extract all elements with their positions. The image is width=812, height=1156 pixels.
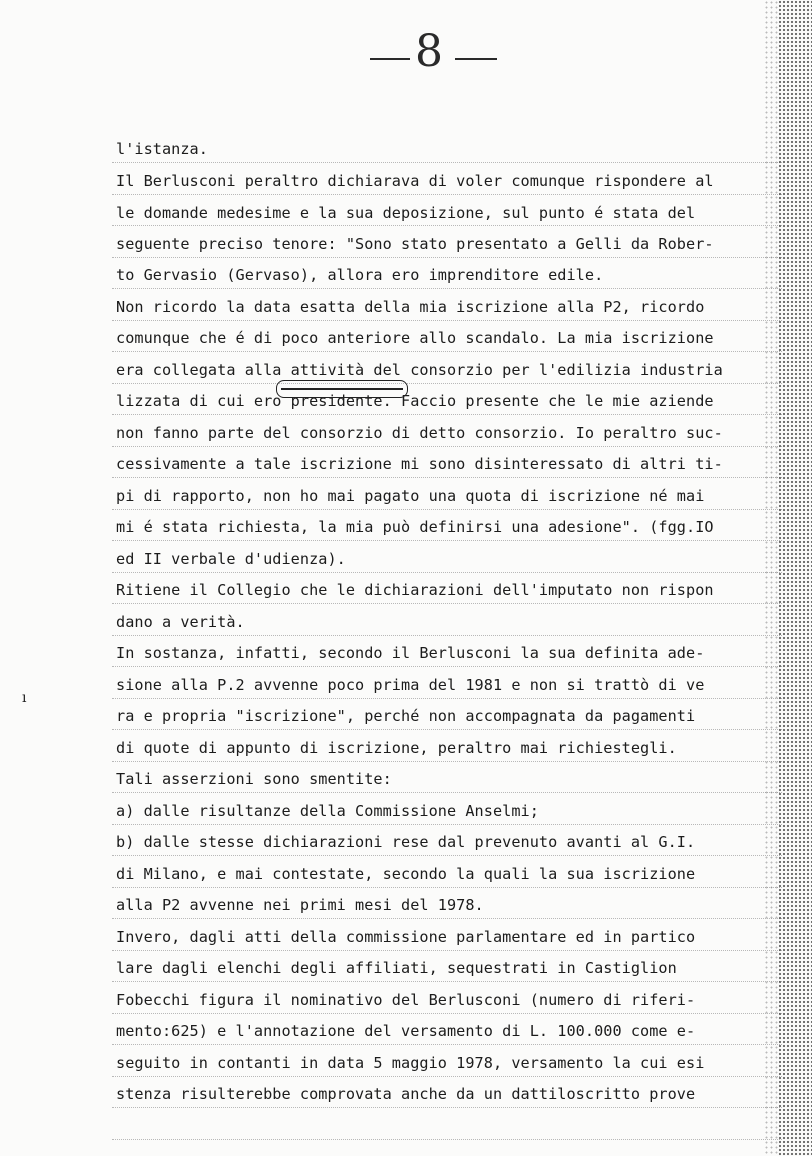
ruled-line: [112, 1139, 782, 1140]
ruled-line: [112, 257, 782, 258]
scan-edge-border: [778, 0, 812, 1156]
text-line: ed II verbale d'udienza).: [116, 550, 346, 568]
text-line: stenza risulterebbe comprovata anche da un dattiloscritto prove: [116, 1085, 696, 1103]
ruled-line: [112, 950, 782, 951]
ruled-line: [112, 603, 782, 604]
page-number-dash-left: [370, 58, 410, 60]
text-line: a) dalle risultanze della Commissione Anselmi;: [116, 802, 539, 820]
text-line: non fanno parte del consorzio di detto consorzio. Io peraltro suc-: [116, 424, 723, 442]
ruled-line: [112, 666, 782, 667]
ruled-line: [112, 824, 782, 825]
ruled-line: [112, 194, 782, 195]
text-line: pi di rapporto, non ho mai pagato una quota di iscrizione né mai: [116, 487, 705, 505]
ruled-line: [112, 414, 782, 415]
ruled-line: [112, 446, 782, 447]
text-line: Non ricordo la data esatta della mia iscrizione alla P2, ricordo: [116, 298, 705, 316]
text-line: l'istanza.: [116, 140, 208, 158]
ruled-line: [112, 1044, 782, 1045]
ruled-line: [112, 1076, 782, 1077]
text-line: seguente preciso tenore: "Sono stato presentato a Gelli da Rober-: [116, 235, 714, 253]
ruled-line: [112, 761, 782, 762]
ruled-line: [112, 792, 782, 793]
text-line: di Milano, e mai contestate, secondo la quali la sua iscrizione: [116, 865, 696, 883]
ruled-line: [112, 981, 782, 982]
text-line: ra e propria "iscrizione", perché non accompagnata da pagamenti: [116, 707, 696, 725]
text-line: mi é stata richiesta, la mia può definirsi una adesione". (fgg.IO: [116, 518, 714, 536]
ruled-line: [112, 288, 782, 289]
margin-mark: ı: [22, 690, 27, 706]
ruled-line: [112, 1013, 782, 1014]
text-line: seguito in contanti in data 5 maggio 1978, versamento la cui esi: [116, 1054, 705, 1072]
text-line: In sostanza, infatti, secondo il Berlusconi la sua definita ade-: [116, 644, 705, 662]
text-line: comunque che é di poco anteriore allo scandalo. La mia iscrizione: [116, 329, 714, 347]
text-line: lizzata di cui ero presidente. Faccio presente che le mie aziende: [116, 392, 714, 410]
text-line: Tali asserzioni sono smentite:: [116, 770, 392, 788]
text-line: b) dalle stesse dichiarazioni rese dal prevenuto avanti al G.I.: [116, 833, 696, 851]
text-line: Il Berlusconi peraltro dichiarava di voler comunque rispondere al: [116, 172, 714, 190]
ruled-line: [112, 698, 782, 699]
ruled-line: [112, 635, 782, 636]
text-line: Invero, dagli atti della commissione parlamentare ed in partico: [116, 928, 696, 946]
text-line: alla P2 avvenne nei primi mesi del 1978.: [116, 896, 484, 914]
text-line: lare dagli elenchi degli affiliati, sequestrati in Castiglion: [116, 959, 677, 977]
ruled-line: [112, 918, 782, 919]
ruled-line: [112, 855, 782, 856]
text-line: cessivamente a tale iscrizione mi sono disinteressato di altri ti-: [116, 455, 723, 473]
text-line: dano a verità.: [116, 613, 245, 631]
ruled-line: [112, 383, 782, 384]
ruled-line: [112, 729, 782, 730]
text-line: sione alla P.2 avvenne poco prima del 1981 e non si trattò di ve: [116, 676, 705, 694]
ruled-line: [112, 225, 782, 226]
text-line: Ritiene il Collegio che le dichiarazioni dell'imputato non rispon: [116, 581, 714, 599]
text-line: era collegata alla attività del consorzio per l'edilizia industria: [116, 361, 723, 379]
page-number: 8: [415, 26, 445, 77]
ruled-line: [112, 509, 782, 510]
ruled-line: [112, 320, 782, 321]
text-line: Fobecchi figura il nominativo del Berlusconi (numero di riferi-: [116, 991, 696, 1009]
ruled-line: [112, 162, 782, 163]
scan-edge-shading: [764, 0, 778, 1156]
ruled-line: [112, 540, 782, 541]
text-line: mento:625) e l'annotazione del versamento di L. 100.000 come e-: [116, 1022, 696, 1040]
ruled-line: [112, 1107, 782, 1108]
text-line: di quote di appunto di iscrizione, peraltro mai richiestegli.: [116, 739, 677, 757]
page-number-dash-right: [455, 58, 497, 60]
ruled-line: [112, 572, 782, 573]
strikethrough-mark: [276, 380, 408, 398]
ruled-line: [112, 351, 782, 352]
ruled-line: [112, 477, 782, 478]
text-line: le domande medesime e la sua deposizione, sul punto é stata del: [116, 204, 696, 222]
text-line: to Gervasio (Gervaso), allora ero imprenditore edile.: [116, 266, 604, 284]
ruled-line: [112, 887, 782, 888]
